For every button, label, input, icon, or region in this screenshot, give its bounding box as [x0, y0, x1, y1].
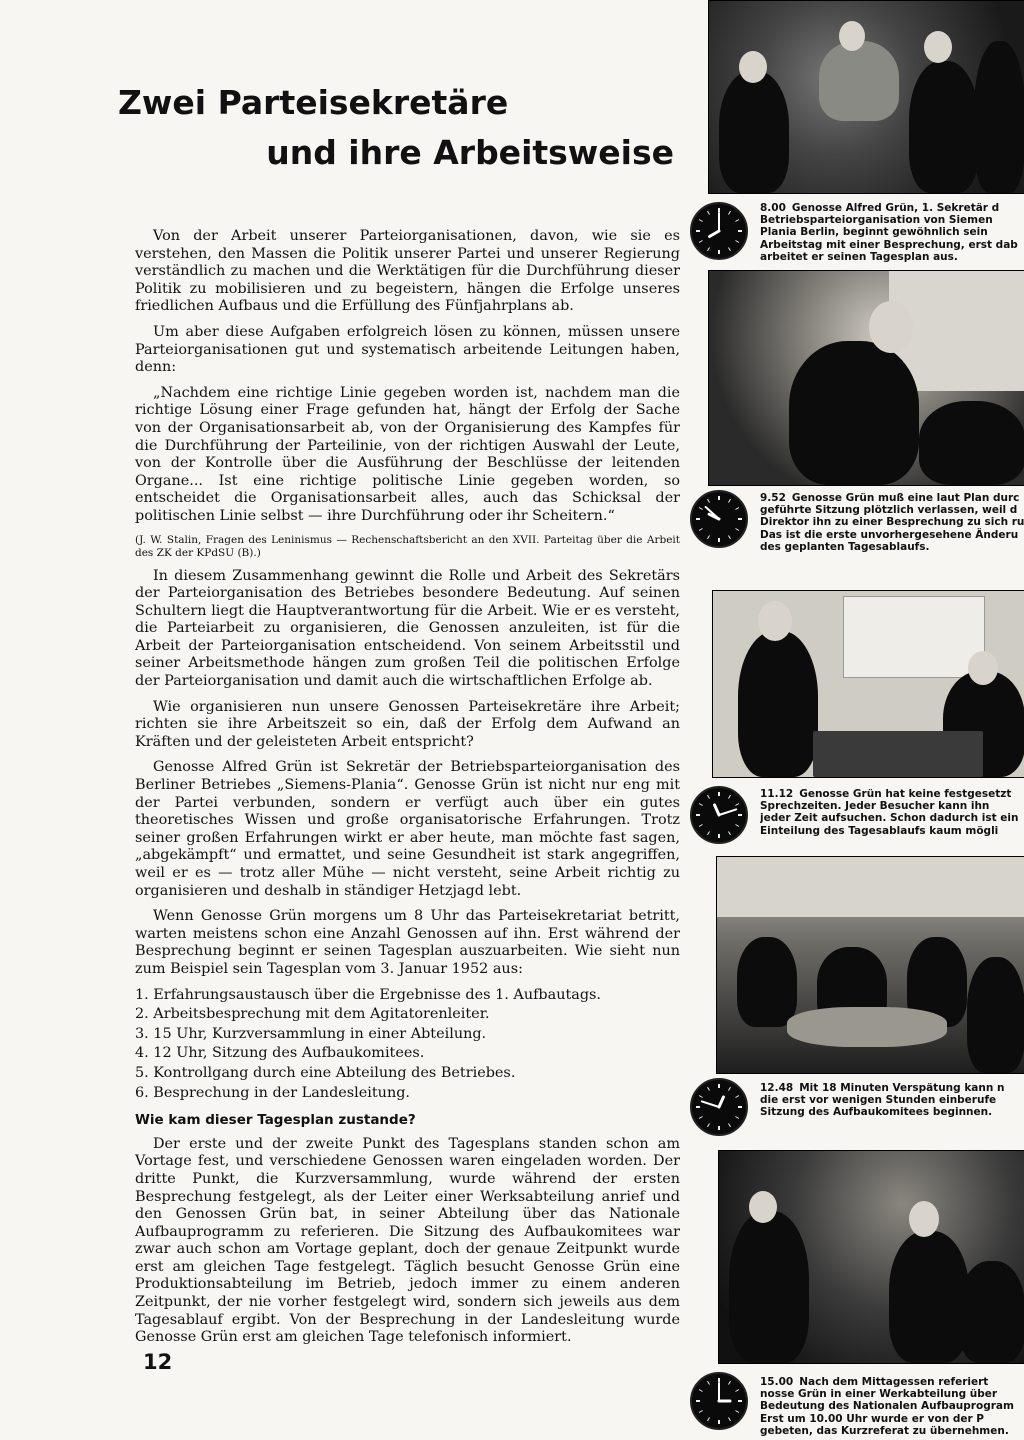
clock-tick	[729, 1123, 731, 1126]
clock-tick	[699, 220, 702, 222]
title-line-2: und ihre Arbeitsweise	[266, 133, 674, 172]
clock-hour-hand	[719, 1097, 723, 1107]
clock-icon	[690, 786, 748, 844]
clock-tick	[699, 1390, 702, 1392]
caption-line: Genosse Grün muß eine laut Plan durc	[791, 492, 1020, 504]
clock-tick	[729, 1417, 731, 1420]
caption-line: die erst vor wenigen Stunden einberufe	[760, 1094, 997, 1107]
clock-tick	[699, 508, 702, 510]
caption-time: 9.52	[760, 492, 786, 504]
paragraph-5: Genosse Alfred Grün ist Sekretär der Betriebsparteiorganisation des Berliner Betriebes „Siemens-Plania“. Genosse Grün ist nicht nur eng mit der Partei verbunden, sondern er verfügt auch über ein gutes theoretisches Wissen und große organisatorische Erfahrungen. Trotz seiner großen Erfahrungen wirkt er aber heute, man möchte fast sagen, „abgekämpft“ und ermattet, und seine Gesundheit ist stark angegriffen, weil er es — trotz aller Mühe — nicht versteht, seine Arbeit richtig zu organisieren und deshalb in ständiger Hetzjagd lebt.	[135, 759, 680, 899]
clock-tick	[735, 1096, 738, 1098]
clock-tick	[735, 1411, 738, 1413]
clock-face-0	[692, 204, 746, 258]
photo-meeting	[708, 0, 1024, 194]
clock-icon	[690, 490, 748, 548]
clock-tick	[735, 1390, 738, 1392]
stalin-quote: „Nachdem eine richtige Linie gegeben worden ist, nachdem man die richtige Lösung einer Frage gefunden hat, hängt der Erfolg der Sache von der Organisationsarbeit ab, von der Organisierung des Kampfes für die Durchführung der Parteilinie, von der richtigen Auswahl der Leute, von der Kontrolle über die Ausführung der Beschlüsse der leitenden Organe... Ist eine richtige politische Linie gegeben worden, so entscheidet die Organisationsarbeit alles, auch das Schicksal der politischen Linie selbst — ihre Durchführung oder ihr Scheitern.“	[135, 384, 680, 524]
caption-line: Sitzung des Aufbaukomitees beginnen.	[760, 1106, 993, 1119]
photo-telephone	[708, 270, 1024, 486]
clock-tick	[708, 1381, 710, 1384]
caption-time: 8.00	[760, 202, 786, 214]
clock-icon	[690, 202, 748, 260]
caption-line: Betriebsparteiorganisation von Siemen	[760, 214, 993, 227]
clock-tick	[708, 499, 710, 502]
caption-line: Einteilung des Tagesablaufs kaum mögli	[760, 824, 999, 837]
clock-hour-hand	[709, 231, 719, 237]
quote-source: (J. W. Stalin, Fragen des Leninismus — Rechenschaftsbericht an den XVII. Parteitag über die Arbeit des ZK der KPdSU (B).)	[135, 533, 680, 559]
clock-tick	[708, 211, 710, 214]
paragraph-7: Der erste und der zweite Punkt des Tagesplans standen schon am Vortage fest, und verschiedene Genossen waren eingeladen worden. Der dritte Punkt, die Kurzversammlung, wurde während der ersten Besprechung festgelegt, als der Leiter einer Werksabteilung anrief und den Genossen Grün bat, in seiner Abteilung über das Nationale Aufbauprogramm zu referieren. Die Sitzung des Aufbaukomitees war zwar auch schon am Vortage geplant, doch der genaue Zeitpunkt wurde erst am gleichen Tage festgelegt. Täglich besucht Genosse Grün eine Produktionsabteilung im Betrieb, jedoch immer zu einem anderen Zeitpunkt, der nie vorher festgelegt wird, sondern sich jeweils aus dem Tagesablauf ergibt. Von der Besprechung in der Landesleitung wurde Genosse Grün erst am gleichen Tage telefonisch informiert.	[135, 1135, 680, 1346]
caption-line: Erst um 10.00 Uhr wurde er von der P	[760, 1412, 985, 1425]
clock-tick	[729, 499, 731, 502]
clock-tick	[735, 241, 738, 243]
caption-line: jeder Zeit aufsuchen. Schon dadurch ist ein	[760, 812, 1019, 825]
paragraph-6: Wenn Genosse Grün morgens um 8 Uhr das Parteisekretariat betritt, warten meistens schon eine Anzahl Genossen auf ihn. Erst während der Besprechung beginnt er seinen Tagesplan auszuarbeiten. Wie sieht nun zum Beispiel sein Tagesplan vom 3. Januar 1952 aus:	[135, 908, 680, 977]
caption-line: Nach dem Mittagessen referiert	[799, 1376, 989, 1388]
paragraph-1: Von der Arbeit unserer Parteiorganisationen, davon, wie sie es verstehen, den Massen die Politik unserer Partei und unserer Regierung verständlich zu machen und die Werktätigen für die Durchführung dieser Politik zu mobilisieren und zu begeistern, hängen die Erfolge unseres friedlichen Aufbaus und die Erfüllung des Fünfjahrplans ab.	[135, 228, 680, 315]
clock-tick	[708, 831, 710, 834]
page-number: 12	[143, 1350, 173, 1374]
caption-line: gebeten, das Kurzreferat zu übernehmen.	[760, 1424, 1009, 1437]
caption-line: Mit 18 Minuten Verspätung kann n	[799, 1082, 1005, 1094]
clock-tick	[729, 1381, 731, 1384]
photo-caption-3	[760, 788, 1024, 837]
plan-item: 2. Arbeitsbesprechung mit dem Agitatorenleiter.	[135, 1006, 490, 1023]
photo-office-visitor	[712, 590, 1024, 778]
clock-tick	[708, 1087, 710, 1090]
paragraph-2: Um aber diese Aufgaben erfolgreich lösen zu können, müssen unsere Parteiorganisationen gut und systematisch arbeitende Leitungen haben, denn:	[135, 323, 680, 376]
clock-face-2	[692, 788, 746, 842]
caption-line: Genosse Grün hat keine festgesetzt	[799, 788, 1012, 800]
caption-time: 11.12	[760, 788, 794, 800]
caption-time: 12.48	[760, 1082, 794, 1094]
caption-line: Bedeutung des Nationalen Aufbauprogram	[760, 1400, 1014, 1413]
clock-tick	[729, 535, 731, 538]
clock-tick	[729, 211, 731, 214]
plan-item: 6. Besprechung in der Landesleitung.	[135, 1084, 411, 1101]
caption-line: nosse Grün in einer Werkabteilung über	[760, 1388, 998, 1401]
photo-caption-5	[760, 1376, 1024, 1437]
clock-icon	[690, 1078, 748, 1136]
clock-minute-hand	[719, 809, 736, 815]
clock-tick	[699, 1096, 702, 1098]
clock-tick	[729, 1087, 731, 1090]
photo-caption-4	[760, 1082, 1024, 1119]
caption-line: geführte Sitzung plötzlich verlassen, weil d	[760, 504, 1018, 517]
article-title	[118, 78, 678, 178]
clock-tick	[735, 529, 738, 531]
clock-tick	[699, 241, 702, 243]
caption-line: Genosse Alfred Grün, 1. Sekretär d	[791, 202, 1000, 214]
clock-tick	[699, 1117, 702, 1119]
caption-line: Sprechzeiten. Jeder Besucher kann ihn	[760, 800, 990, 813]
caption-time: 15.00	[760, 1376, 794, 1388]
clock-face-4	[692, 1374, 746, 1428]
clock-tick	[735, 804, 738, 806]
clock-tick	[699, 825, 702, 827]
clock-tick	[708, 247, 710, 250]
clock-tick	[735, 220, 738, 222]
clock-tick	[735, 825, 738, 827]
clock-tick	[699, 1411, 702, 1413]
clock-minute-hand	[702, 1101, 719, 1107]
caption-line: des geplanten Tagesablaufs.	[760, 540, 930, 553]
caption-line: Plania Berlin, beginnt gewöhnlich sein	[760, 226, 988, 239]
paragraph-3: In diesem Zusammenhang gewinnt die Rolle und Arbeit des Sekretärs der Parteiorganisation des Betriebes besondere Bedeutung. Auf seinen Schultern liegt die Hauptverantwortung für die Arbeit. Wie er es versteht, die Parteiarbeit zu organisieren, die Genossen anzuleiten, ist für die Arbeit der Parteiorganisation entscheidend. Von seinem Arbeitsstil und seiner Arbeitsmethode hängen zum großen Teil die politischen Erfolge der Parteiorganisation und damit auch die wirtschaftlichen Erfolge ab.	[135, 567, 680, 690]
photo-committee-meeting	[716, 856, 1024, 1074]
clock-tick	[735, 1117, 738, 1119]
title-line-1: Zwei Parteisekretäre	[118, 83, 509, 122]
clock-tick	[729, 247, 731, 250]
clock-hour-hand	[715, 805, 719, 815]
plan-item: 4. 12 Uhr, Sitzung des Aufbaukomitees.	[135, 1045, 425, 1062]
clock-tick	[729, 831, 731, 834]
clock-tick	[708, 535, 710, 538]
paragraph-4: Wie organisieren nun unsere Genossen Parteisekretäre ihre Arbeit; richten sie ihre Arbeitszeit so ein, daß der Erfolg dem Aufwand an Kräften und der geleisteten Arbeit entspricht?	[135, 698, 680, 750]
clock-tick	[708, 795, 710, 798]
photo-caption-1	[760, 202, 1024, 263]
section-subheading: Wie kam dieser Tagesplan zustande?	[135, 1112, 416, 1129]
caption-line: Das ist die erste unvorhergesehene Änderu	[760, 528, 1019, 541]
article-body	[135, 228, 680, 1355]
plan-item: 1. Erfahrungsaustausch über die Ergebnisse des 1. Aufbautags.	[135, 986, 602, 1003]
clock-tick	[708, 1123, 710, 1126]
caption-line: Arbeitstag mit einer Besprechung, erst dab	[760, 238, 1018, 251]
clock-tick	[729, 795, 731, 798]
clock-tick	[699, 529, 702, 531]
plan-item: 5. Kontrollgang durch eine Abteilung des Betriebes.	[135, 1064, 516, 1081]
clock-icon	[690, 1372, 748, 1430]
clock-tick	[699, 804, 702, 806]
caption-line: arbeitet er seinen Tagesplan aus.	[760, 250, 958, 263]
clock-tick	[708, 1417, 710, 1420]
photo-speech	[718, 1150, 1024, 1364]
caption-line: Direktor ihn zu einer Besprechung zu sich ru	[760, 516, 1024, 529]
photo-caption-2	[760, 492, 1024, 553]
daily-plan-list	[135, 987, 680, 1103]
clock-tick	[735, 508, 738, 510]
clock-face-1	[692, 492, 746, 546]
plan-item: 3. 15 Uhr, Kurzversammlung in einer Abteilung.	[135, 1025, 487, 1042]
clock-face-3	[692, 1080, 746, 1134]
